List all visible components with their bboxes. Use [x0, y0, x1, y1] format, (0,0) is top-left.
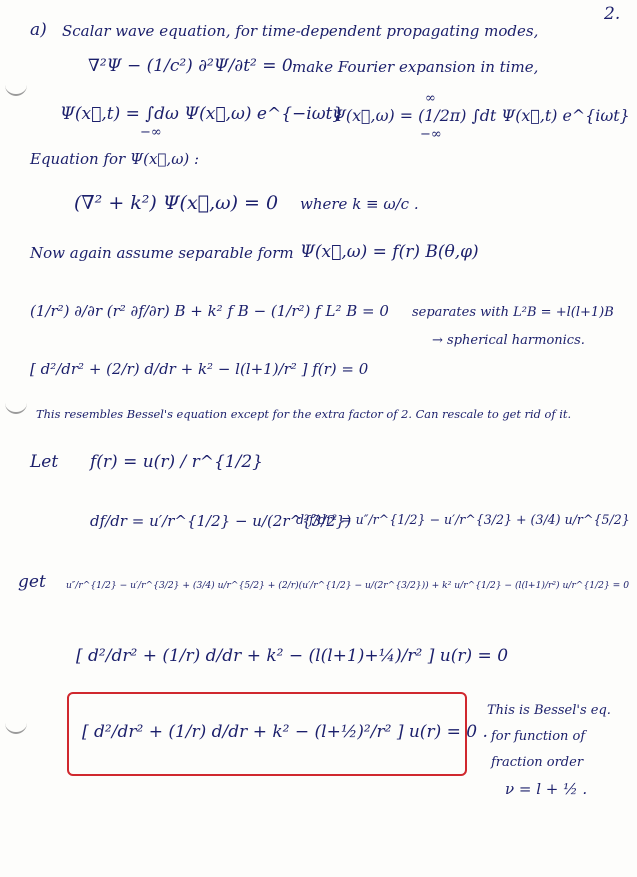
equation-second-derivative: d²f/dr² = u″/r^{1/2} − u′/r^{3/2} + (3/4) u/r^{5/2}	[296, 512, 630, 527]
equation-fourier-lower-limit: −∞	[140, 125, 162, 140]
note-spherical-harmonics: → spherical harmonics.	[432, 333, 585, 348]
note-bessel-line-2: for function of	[491, 729, 586, 744]
equation-inverse-lower-limit: −∞	[420, 127, 442, 142]
equation-first-derivative: df/dr = u′/r^{1/2} − u/(2r^{3/2})	[90, 512, 352, 530]
get-label: get	[18, 572, 46, 592]
equation-wave: ∇²Ψ − (1/c²) ∂²Ψ/∂t² = 0	[88, 56, 293, 76]
equation-substituted: u″/r^{1/2} − u′/r^{3/2} + (3/4) u/r^{5/2} + (2/r)(u′/r^{1/2} − u/(2r^{3/2})) + k² u/r^{1/2} − (l(l+1)/r²) u/r^{1/2} = 0	[66, 581, 630, 591]
equation-inverse-upper-limit: ∞	[425, 91, 436, 106]
note-bessel-line-1: This is Bessel's eq.	[487, 703, 611, 718]
equation-inverse-transform: Ψ(x⃗,ω) = (1/2π) ∫dt Ψ(x⃗,t) e^{iωt}	[332, 106, 630, 125]
let-label: Let	[30, 452, 59, 472]
equation-radial-2: [ d²/dr² + (2/r) d/dr + k² − l(l+1)/r² ] f(r) = 0	[30, 360, 369, 378]
note-bessel-order: ν = l + ½ .	[505, 780, 588, 798]
line-equation-for: Equation for Ψ(x⃗,ω) :	[30, 150, 200, 168]
binder-hole-mark	[5, 400, 27, 414]
section-title: Scalar wave equation, for time-dependent propagating modes,	[62, 22, 539, 40]
section-label: a)	[30, 20, 47, 40]
equation-simplified: [ d²/dr² + (1/r) d/dr + k² − (l(l+1)+¼)/r² ] u(r) = 0	[76, 646, 509, 666]
where-k-definition: where k ≡ ω/c .	[300, 195, 419, 213]
line-resembles-bessel: This resembles Bessel's equation except for the extra factor of 2. Can rescale to get rid of it.	[36, 407, 572, 421]
equation-let-substitution: f(r) = u(r) / r^{1/2}	[90, 452, 263, 472]
binder-hole-mark	[5, 82, 27, 96]
note-bessel-line-3: fraction order	[491, 755, 584, 770]
note-separates: separates with L²B = +l(l+1)B	[412, 305, 614, 320]
equation-radial-1: (1/r²) ∂/∂r (r² ∂f/∂r) B + k² f B − (1/r²) f L² B = 0	[30, 302, 389, 320]
equation-helmholtz: (∇² + k²) Ψ(x⃗,ω) = 0	[74, 192, 279, 214]
equation-fourier-expansion: Ψ(x⃗,t) = ∫dω Ψ(x⃗,ω) e^{−iωt}	[60, 104, 344, 124]
equation-bessel-boxed: [ d²/dr² + (1/r) d/dr + k² − (l+½)²/r² ] u(r) = 0 .	[82, 722, 488, 742]
page-number: 2.	[604, 4, 621, 24]
equation-separable-form: Ψ(x⃗,ω) = f(r) B(θ,φ)	[300, 242, 479, 262]
binder-hole-mark	[5, 720, 27, 734]
note-fourier: make Fourier expansion in time,	[292, 58, 539, 76]
line-separable: Now again assume separable form	[30, 244, 294, 262]
